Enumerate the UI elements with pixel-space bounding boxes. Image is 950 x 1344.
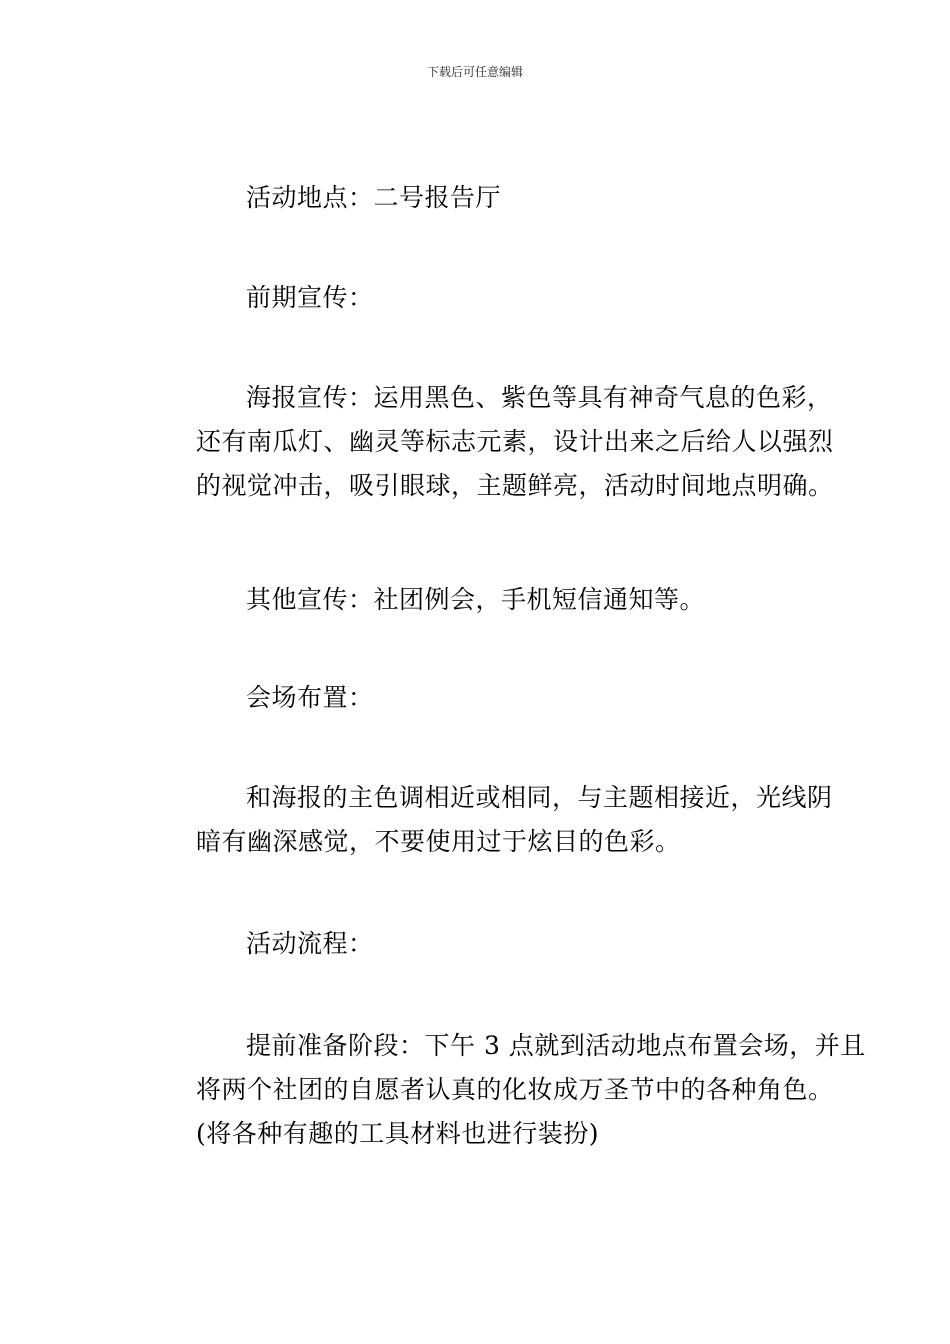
paragraph-process-heading (146, 922, 810, 966)
paragraph-line: (将各种有趣的工具材料也进行装扮) (196, 1119, 600, 1148)
paragraph-venue-setup-heading (146, 676, 810, 720)
paragraph-preparation (146, 1024, 866, 1156)
paragraph-line: 海报宣传：运用黑色、紫色等具有神奇气息的色彩， (246, 383, 833, 412)
paragraph-line: 提前准备阶段：下午 3 点就到活动地点布置会场，并且 (246, 1031, 866, 1060)
paragraph-line: 前期宣传： (246, 283, 374, 312)
paragraph-line: 和海报的主色调相近或相同，与主题相接近，光线阴 (246, 783, 833, 812)
paragraph-line: 其他宣传：社团例会，手机短信通知等。 (246, 585, 706, 614)
paragraph-line: 活动地点：二号报告厅 (246, 183, 502, 212)
paragraph-venue-setup (146, 776, 833, 864)
paragraph-line: 将两个社团的自愿者认真的化妆成万圣节中的各种角色。 (196, 1075, 834, 1104)
paragraph-line: 还有南瓜灯、幽灵等标志元素，设计出来之后给人以强烈 (196, 427, 834, 456)
paragraph-venue (146, 176, 810, 220)
paragraph-line: 的视觉冲击，吸引眼球，主题鲜亮，活动时间地点明确。 (196, 471, 834, 500)
paragraph-line: 会场布置： (246, 683, 374, 712)
paragraph-other-publicity (146, 578, 810, 622)
paragraph-line: 暗有幽深感觉，不要使用过于炫目的色彩。 (196, 827, 681, 856)
paragraph-publicity-heading (146, 276, 810, 320)
paragraph-poster-publicity (146, 376, 834, 508)
paragraph-line: 活动流程： (246, 929, 374, 958)
header-note: 下载后可任意编辑 (426, 65, 523, 79)
